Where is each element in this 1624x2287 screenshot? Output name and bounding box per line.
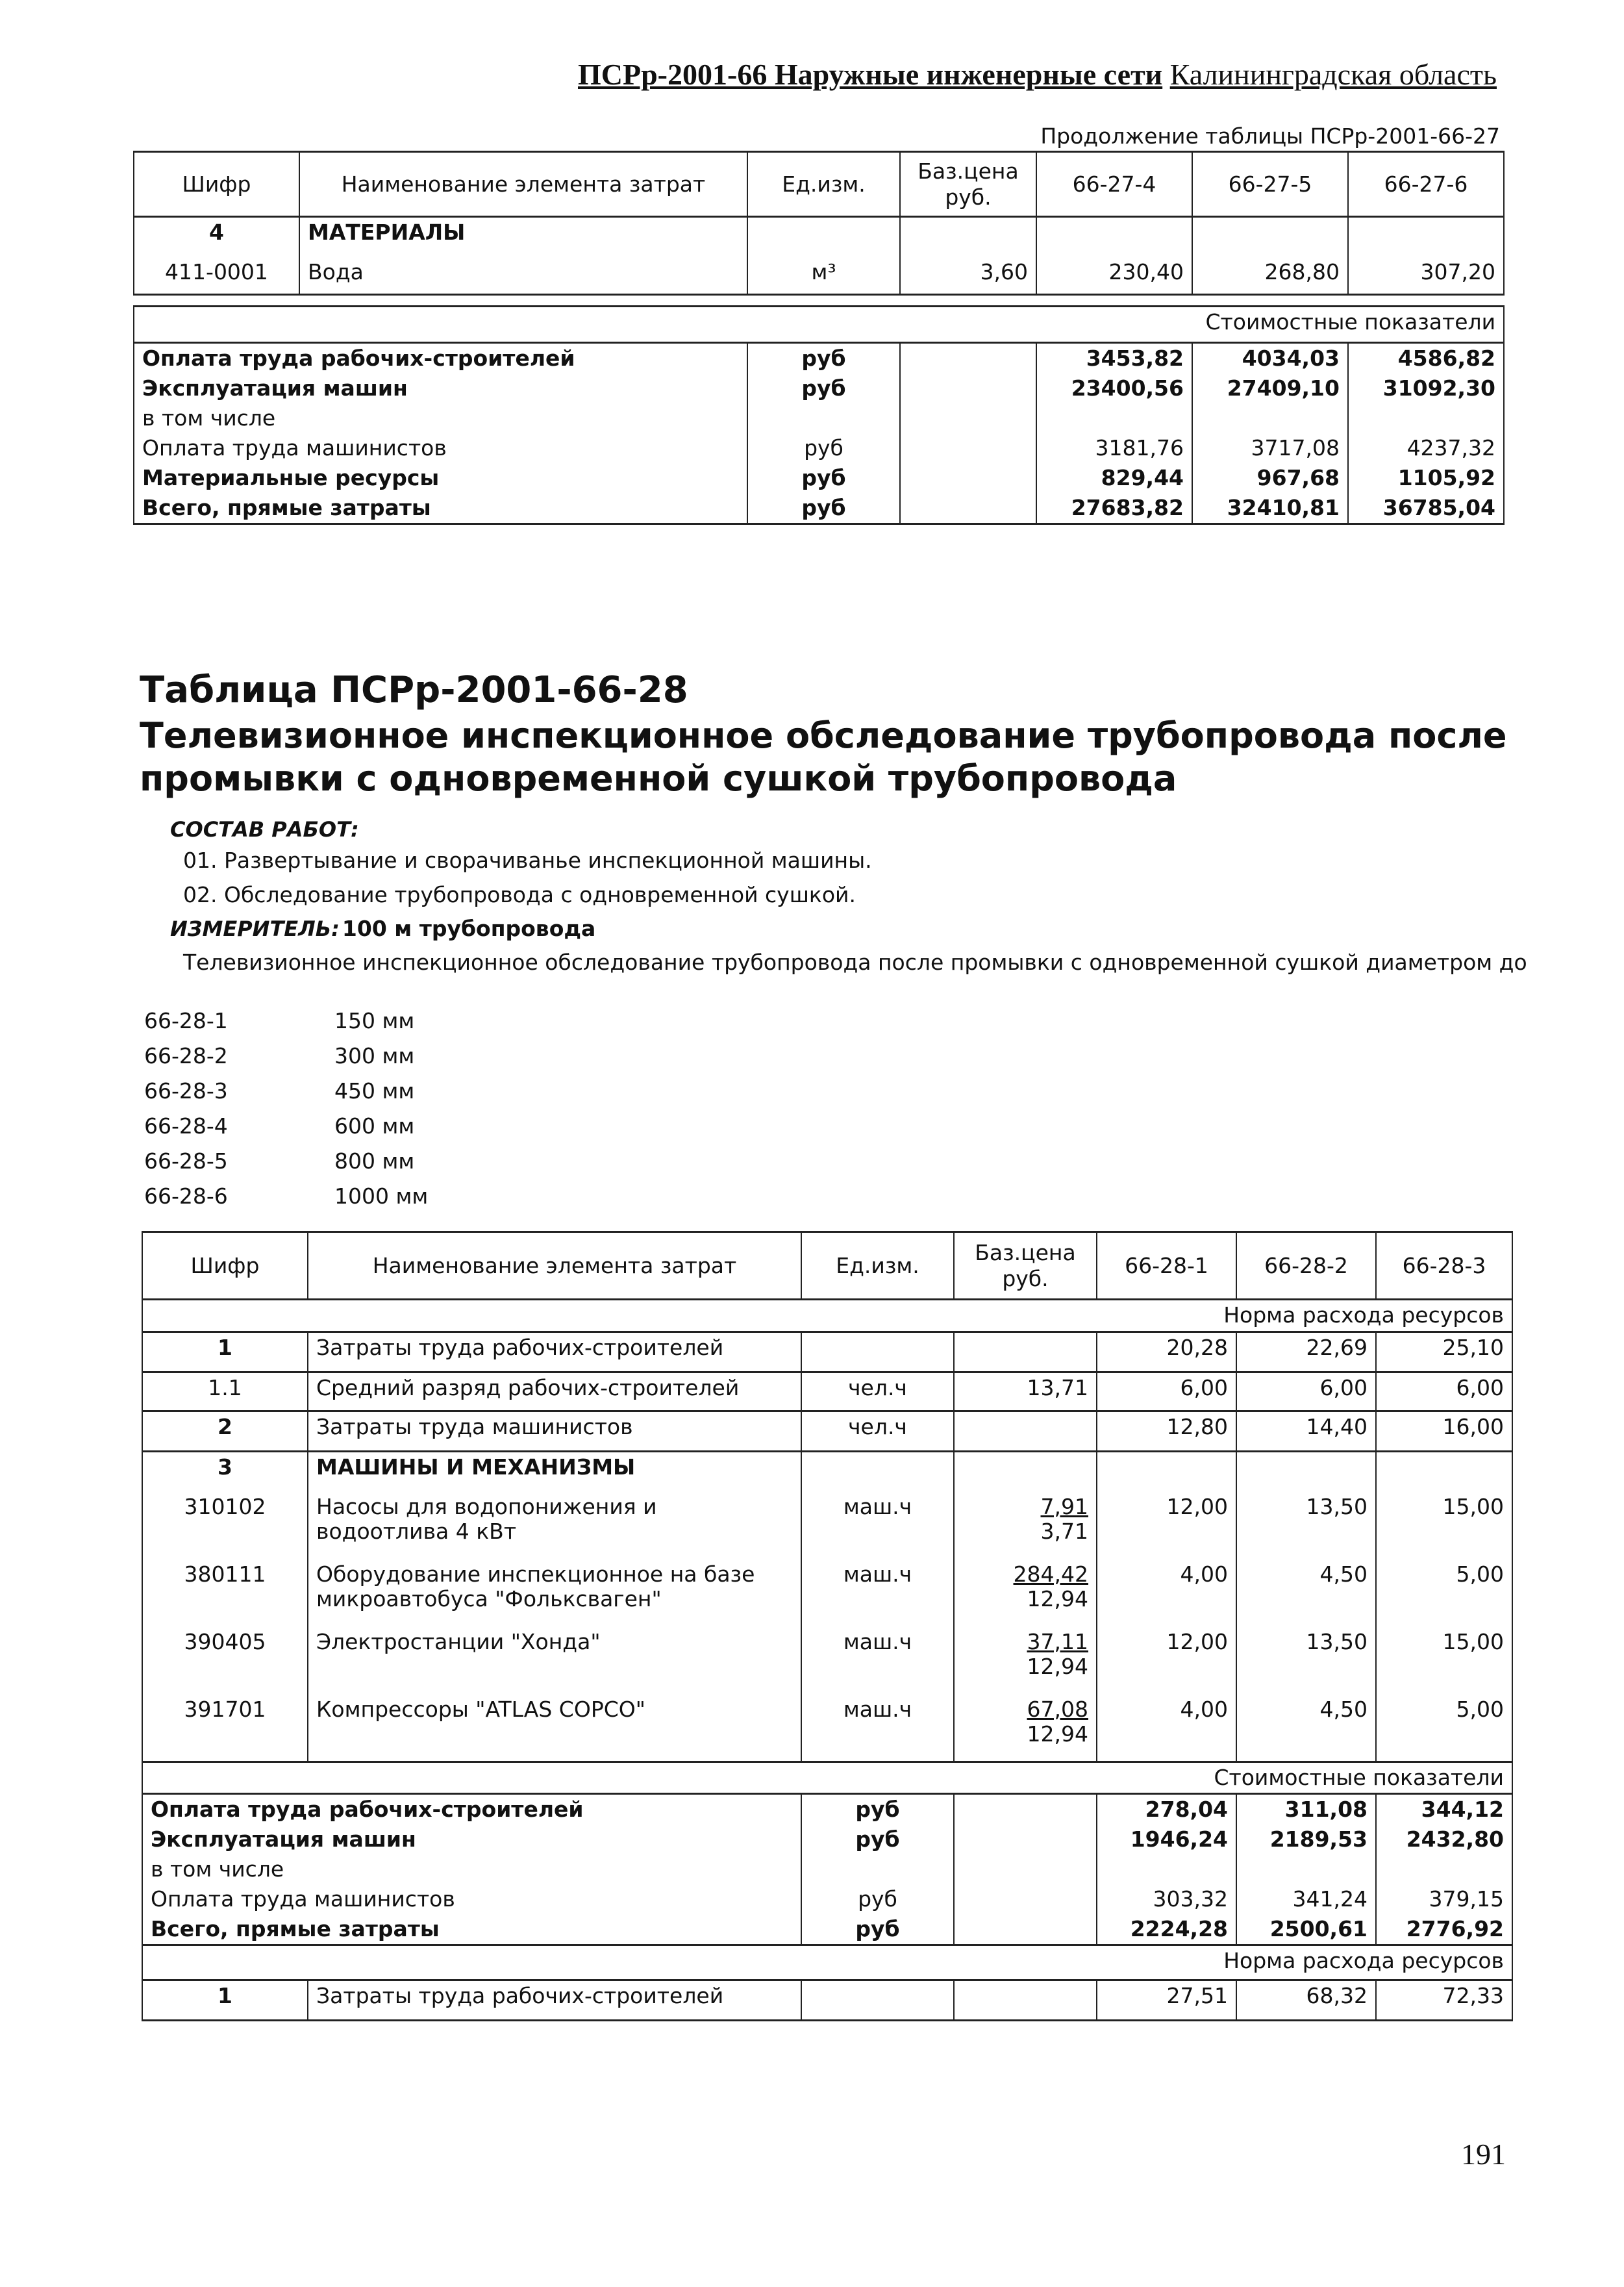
row-code: 1.1 <box>142 1372 308 1411</box>
cost-v3 <box>1376 1854 1512 1884</box>
row-name: Электростанции "Хонда" <box>308 1627 801 1695</box>
cost-v3: 36785,04 <box>1348 493 1504 524</box>
cost-v2: 27409,10 <box>1192 373 1348 403</box>
price-numerator: 284,42 <box>1013 1561 1088 1587</box>
cost-name: в том числе <box>134 403 747 433</box>
table-row <box>142 1627 1512 1695</box>
section-code: 4 <box>134 217 299 257</box>
col-header-code: Шифр <box>142 1232 308 1300</box>
size-code: 66-28-3 <box>144 1078 228 1104</box>
row-v3: 6,00 <box>1376 1372 1512 1411</box>
row-name: Средний разряд рабочих-строителей <box>308 1372 801 1411</box>
cost-v3: 31092,30 <box>1348 373 1504 403</box>
row-unit: чел.ч <box>801 1372 954 1411</box>
table-row <box>142 1884 1512 1914</box>
row-name: Насосы для водопонижения и водоотлива 4 кВт <box>308 1492 801 1560</box>
size-code: 66-28-1 <box>144 1008 228 1033</box>
cost-name: Всего, прямые затраты <box>142 1914 801 1945</box>
table-row <box>142 1411 1512 1452</box>
row-v1: 6,00 <box>1097 1372 1236 1411</box>
col-header-v1: 66-28-1 <box>1097 1232 1236 1300</box>
cost-name: Оплата труда машинистов <box>142 1884 801 1914</box>
price-denominator: 12,94 <box>1027 1721 1088 1747</box>
table-row <box>142 1452 1512 1492</box>
norm-label: Норма расхода ресурсов <box>142 1945 1512 1980</box>
size-code: 66-28-6 <box>144 1183 228 1209</box>
row-unit: чел.ч <box>801 1411 954 1452</box>
cost-price <box>900 463 1036 493</box>
cost-v2: 311,08 <box>1236 1794 1376 1825</box>
row-code: 391701 <box>142 1695 308 1762</box>
cost-unit: руб <box>747 433 900 463</box>
norm-caption-row <box>142 1300 1512 1332</box>
cost-v3: 1105,92 <box>1348 463 1504 493</box>
col-header-unit: Ед.изм. <box>801 1232 954 1300</box>
row-price: 3,60 <box>900 257 1036 295</box>
col-header-unit: Ед.изм. <box>747 152 900 217</box>
cost-name: Эксплуатация машин <box>142 1825 801 1854</box>
row-v3: 307,20 <box>1348 257 1504 295</box>
row-unit <box>801 1980 954 2021</box>
header-region: Калининградская область <box>1169 58 1497 91</box>
col-header-v1: 66-27-4 <box>1036 152 1192 217</box>
cost-v1: 3453,82 <box>1036 343 1192 374</box>
empty-cell <box>1376 1452 1512 1492</box>
col-header-v3: 66-28-3 <box>1376 1232 1512 1300</box>
cost-name: Всего, прямые затраты <box>134 493 747 524</box>
price-numerator: 7,91 <box>1040 1493 1088 1519</box>
row-code: 411-0001 <box>134 257 299 295</box>
row-v3: 16,00 <box>1376 1411 1512 1452</box>
table2-title: Таблица ПСРр-2001-66-28 <box>140 669 688 711</box>
table-row <box>134 373 1504 403</box>
row-v3: 72,33 <box>1376 1980 1512 2021</box>
work-item-1: 01. Развертывание и сворачиванье инспекционной машины. <box>183 848 872 873</box>
table-row <box>142 1854 1512 1884</box>
table-row <box>142 1492 1512 1560</box>
table-row <box>134 463 1504 493</box>
size-value: 450 мм <box>334 1078 415 1104</box>
row-code: 2 <box>142 1411 308 1452</box>
table-row <box>142 1825 1512 1854</box>
row-price <box>954 1411 1097 1452</box>
table-row <box>134 257 1504 295</box>
table1 <box>133 151 1505 296</box>
norm-caption-row <box>142 1945 1512 1980</box>
size-value: 1000 мм <box>334 1183 429 1209</box>
row-v2: 68,32 <box>1236 1980 1376 2021</box>
row-v2: 22,69 <box>1236 1332 1376 1372</box>
col-header-v2: 66-28-2 <box>1236 1232 1376 1300</box>
cost-v3: 4586,82 <box>1348 343 1504 374</box>
row-v2: 6,00 <box>1236 1372 1376 1411</box>
row-price <box>954 1492 1097 1560</box>
table-row <box>142 1695 1512 1762</box>
cost-v2: 4034,03 <box>1192 343 1348 374</box>
row-v3: 5,00 <box>1376 1560 1512 1627</box>
size-code: 66-28-5 <box>144 1148 228 1174</box>
table1-header-row <box>134 152 1504 217</box>
cost-v2: 2500,61 <box>1236 1914 1376 1945</box>
row-unit: маш.ч <box>801 1560 954 1627</box>
row-v2: 268,80 <box>1192 257 1348 295</box>
cost-v1: 27683,82 <box>1036 493 1192 524</box>
cost-v1: 829,44 <box>1036 463 1192 493</box>
table-row <box>142 1560 1512 1627</box>
row-price <box>954 1980 1097 2021</box>
cost-v2 <box>1236 1854 1376 1884</box>
col-header-v3: 66-27-6 <box>1348 152 1504 217</box>
cost-unit: руб <box>801 1884 954 1914</box>
row-v2: 13,50 <box>1236 1627 1376 1695</box>
row-price <box>954 1332 1097 1372</box>
row-v2: 13,50 <box>1236 1492 1376 1560</box>
cost-unit <box>747 403 900 433</box>
cost-name: Материальные ресурсы <box>134 463 747 493</box>
page-header <box>578 57 1497 92</box>
cost-v2: 2189,53 <box>1236 1825 1376 1854</box>
meter-line <box>170 916 595 941</box>
price-numerator: 67,08 <box>1027 1696 1088 1722</box>
size-value: 300 мм <box>334 1043 415 1068</box>
page-number: 191 <box>1461 2138 1506 2171</box>
row-v2: 4,50 <box>1236 1695 1376 1762</box>
cost-unit: руб <box>801 1794 954 1825</box>
row-v1: 4,00 <box>1097 1695 1236 1762</box>
cost-v1: 278,04 <box>1097 1794 1236 1825</box>
table-row <box>142 1914 1512 1945</box>
table2 <box>142 1231 1513 2021</box>
section-name: МАШИНЫ И МЕХАНИЗМЫ <box>308 1452 801 1492</box>
cost-price <box>900 343 1036 374</box>
size-value: 150 мм <box>334 1008 415 1033</box>
size-value: 800 мм <box>334 1148 415 1174</box>
row-name: Оборудование инспекционное на базе микроавтобуса "Фольксваген" <box>308 1560 801 1627</box>
table1-costs <box>133 305 1505 525</box>
row-code: 1 <box>142 1980 308 2021</box>
cost-v2 <box>1192 403 1348 433</box>
row-price <box>954 1627 1097 1695</box>
norm-label: Норма расхода ресурсов <box>142 1300 1512 1332</box>
price-denominator: 12,94 <box>1027 1653 1088 1679</box>
row-v1: 12,00 <box>1097 1627 1236 1695</box>
col-header-name: Наименование элемента затрат <box>299 152 747 217</box>
row-name: Затраты труда рабочих-строителей <box>308 1332 801 1372</box>
cost-name: в том числе <box>142 1854 801 1884</box>
table-row <box>134 493 1504 524</box>
cost-price <box>900 373 1036 403</box>
cost-price <box>954 1854 1097 1884</box>
row-price: 13,71 <box>954 1372 1097 1411</box>
works-label: СОСТАВ РАБОТ: <box>170 817 359 842</box>
row-v1: 12,80 <box>1097 1411 1236 1452</box>
row-v3: 15,00 <box>1376 1627 1512 1695</box>
table2-subtitle: Телевизионное инспекционное обследование трубопровода после промывки с одновременной сушкой трубопровода <box>140 715 1507 799</box>
row-v2: 4,50 <box>1236 1560 1376 1627</box>
cost-v1: 303,32 <box>1097 1884 1236 1914</box>
table1-costs-caption-row <box>134 307 1504 343</box>
cost-name: Оплата труда рабочих-строителей <box>142 1794 801 1825</box>
cost-v3: 379,15 <box>1376 1884 1512 1914</box>
table-row <box>134 217 1504 257</box>
col-header-name: Наименование элемента затрат <box>308 1232 801 1300</box>
cost-name: Эксплуатация машин <box>134 373 747 403</box>
description: Телевизионное инспекционное обследование трубопровода после промывки с одновременной сушкой диаметром до <box>183 950 1527 975</box>
cost-price <box>900 433 1036 463</box>
size-value: 600 мм <box>334 1113 415 1139</box>
cost-price <box>900 493 1036 524</box>
cost-v1: 1946,24 <box>1097 1825 1236 1854</box>
empty-cell <box>1236 1452 1376 1492</box>
table-row <box>142 1372 1512 1411</box>
row-unit: маш.ч <box>801 1492 954 1560</box>
cost-unit: руб <box>747 493 900 524</box>
table-row <box>134 343 1504 374</box>
cost-name: Оплата труда рабочих-строителей <box>134 343 747 374</box>
cost-indicators-label: Стоимостные показатели <box>142 1762 1512 1794</box>
cost-v1 <box>1036 403 1192 433</box>
row-code: 390405 <box>142 1627 308 1695</box>
col-header-v2: 66-27-5 <box>1192 152 1348 217</box>
cost-caption-row <box>142 1762 1512 1794</box>
cost-v1: 3181,76 <box>1036 433 1192 463</box>
cost-unit: руб <box>747 343 900 374</box>
size-code: 66-28-4 <box>144 1113 228 1139</box>
cost-price <box>900 403 1036 433</box>
cost-v1: 2224,28 <box>1097 1914 1236 1945</box>
row-unit: м³ <box>747 257 900 295</box>
price-numerator: 37,11 <box>1027 1628 1088 1654</box>
row-unit: маш.ч <box>801 1695 954 1762</box>
cost-v3: 344,12 <box>1376 1794 1512 1825</box>
cost-v2: 967,68 <box>1192 463 1348 493</box>
cost-price <box>954 1914 1097 1945</box>
row-v1: 4,00 <box>1097 1560 1236 1627</box>
row-code: 310102 <box>142 1492 308 1560</box>
price-denominator: 3,71 <box>1040 1518 1088 1544</box>
cost-unit: руб <box>801 1914 954 1945</box>
row-code: 1 <box>142 1332 308 1372</box>
section-code: 3 <box>142 1452 308 1492</box>
meter-label: ИЗМЕРИТЕЛЬ: <box>170 916 340 941</box>
cost-price <box>954 1825 1097 1854</box>
empty-cell <box>954 1452 1097 1492</box>
row-unit <box>801 1332 954 1372</box>
row-v1: 230,40 <box>1036 257 1192 295</box>
table2-header-row <box>142 1232 1512 1300</box>
cost-v3: 2776,92 <box>1376 1914 1512 1945</box>
cost-v3: 4237,32 <box>1348 433 1504 463</box>
cost-indicators-label: Стоимостные показатели <box>134 307 1504 343</box>
row-v3: 15,00 <box>1376 1492 1512 1560</box>
table-row <box>142 1332 1512 1372</box>
cost-v2: 3717,08 <box>1192 433 1348 463</box>
row-v1: 20,28 <box>1097 1332 1236 1372</box>
cost-unit: руб <box>747 463 900 493</box>
size-code: 66-28-2 <box>144 1043 228 1068</box>
empty-cell <box>1097 1452 1236 1492</box>
empty-cell <box>801 1452 954 1492</box>
meter-value: 100 м трубопровода <box>342 916 596 941</box>
row-price <box>954 1560 1097 1627</box>
col-header-price: Баз.цена руб. <box>900 152 1036 217</box>
cost-v3: 2432,80 <box>1376 1825 1512 1854</box>
row-name: Затраты труда машинистов <box>308 1411 801 1452</box>
row-v2: 14,40 <box>1236 1411 1376 1452</box>
col-header-code: Шифр <box>134 152 299 217</box>
table-row <box>142 1980 1512 2021</box>
row-unit: маш.ч <box>801 1627 954 1695</box>
work-item-2: 02. Обследование трубопровода с одновременной сушкой. <box>183 882 856 907</box>
table-row <box>134 433 1504 463</box>
table1-continuation-caption: Продолжение таблицы ПСРр-2001-66-27 <box>1040 123 1500 149</box>
cost-price <box>954 1884 1097 1914</box>
row-v3: 5,00 <box>1376 1695 1512 1762</box>
header-title: ПСРр-2001-66 Наружные инженерные сети <box>578 58 1163 91</box>
cost-v1 <box>1097 1854 1236 1884</box>
section-name: МАТЕРИАЛЫ <box>299 217 747 257</box>
row-price <box>954 1695 1097 1762</box>
cost-v2: 32410,81 <box>1192 493 1348 524</box>
cost-unit <box>801 1854 954 1884</box>
cost-unit: руб <box>747 373 900 403</box>
row-v1: 27,51 <box>1097 1980 1236 2021</box>
row-v1: 12,00 <box>1097 1492 1236 1560</box>
price-denominator: 12,94 <box>1027 1586 1088 1611</box>
row-v3: 25,10 <box>1376 1332 1512 1372</box>
row-name: Затраты труда рабочих-строителей <box>308 1980 801 2021</box>
table-row <box>134 403 1504 433</box>
cost-price <box>954 1794 1097 1825</box>
cost-unit: руб <box>801 1825 954 1854</box>
cost-v3 <box>1348 403 1504 433</box>
cost-v2: 341,24 <box>1236 1884 1376 1914</box>
table-row <box>142 1794 1512 1825</box>
cost-v1: 23400,56 <box>1036 373 1192 403</box>
row-name: Компрессоры "ATLAS COPCO" <box>308 1695 801 1762</box>
row-name: Вода <box>299 257 747 295</box>
cost-name: Оплата труда машинистов <box>134 433 747 463</box>
col-header-price: Баз.цена руб. <box>954 1232 1097 1300</box>
row-code: 380111 <box>142 1560 308 1627</box>
